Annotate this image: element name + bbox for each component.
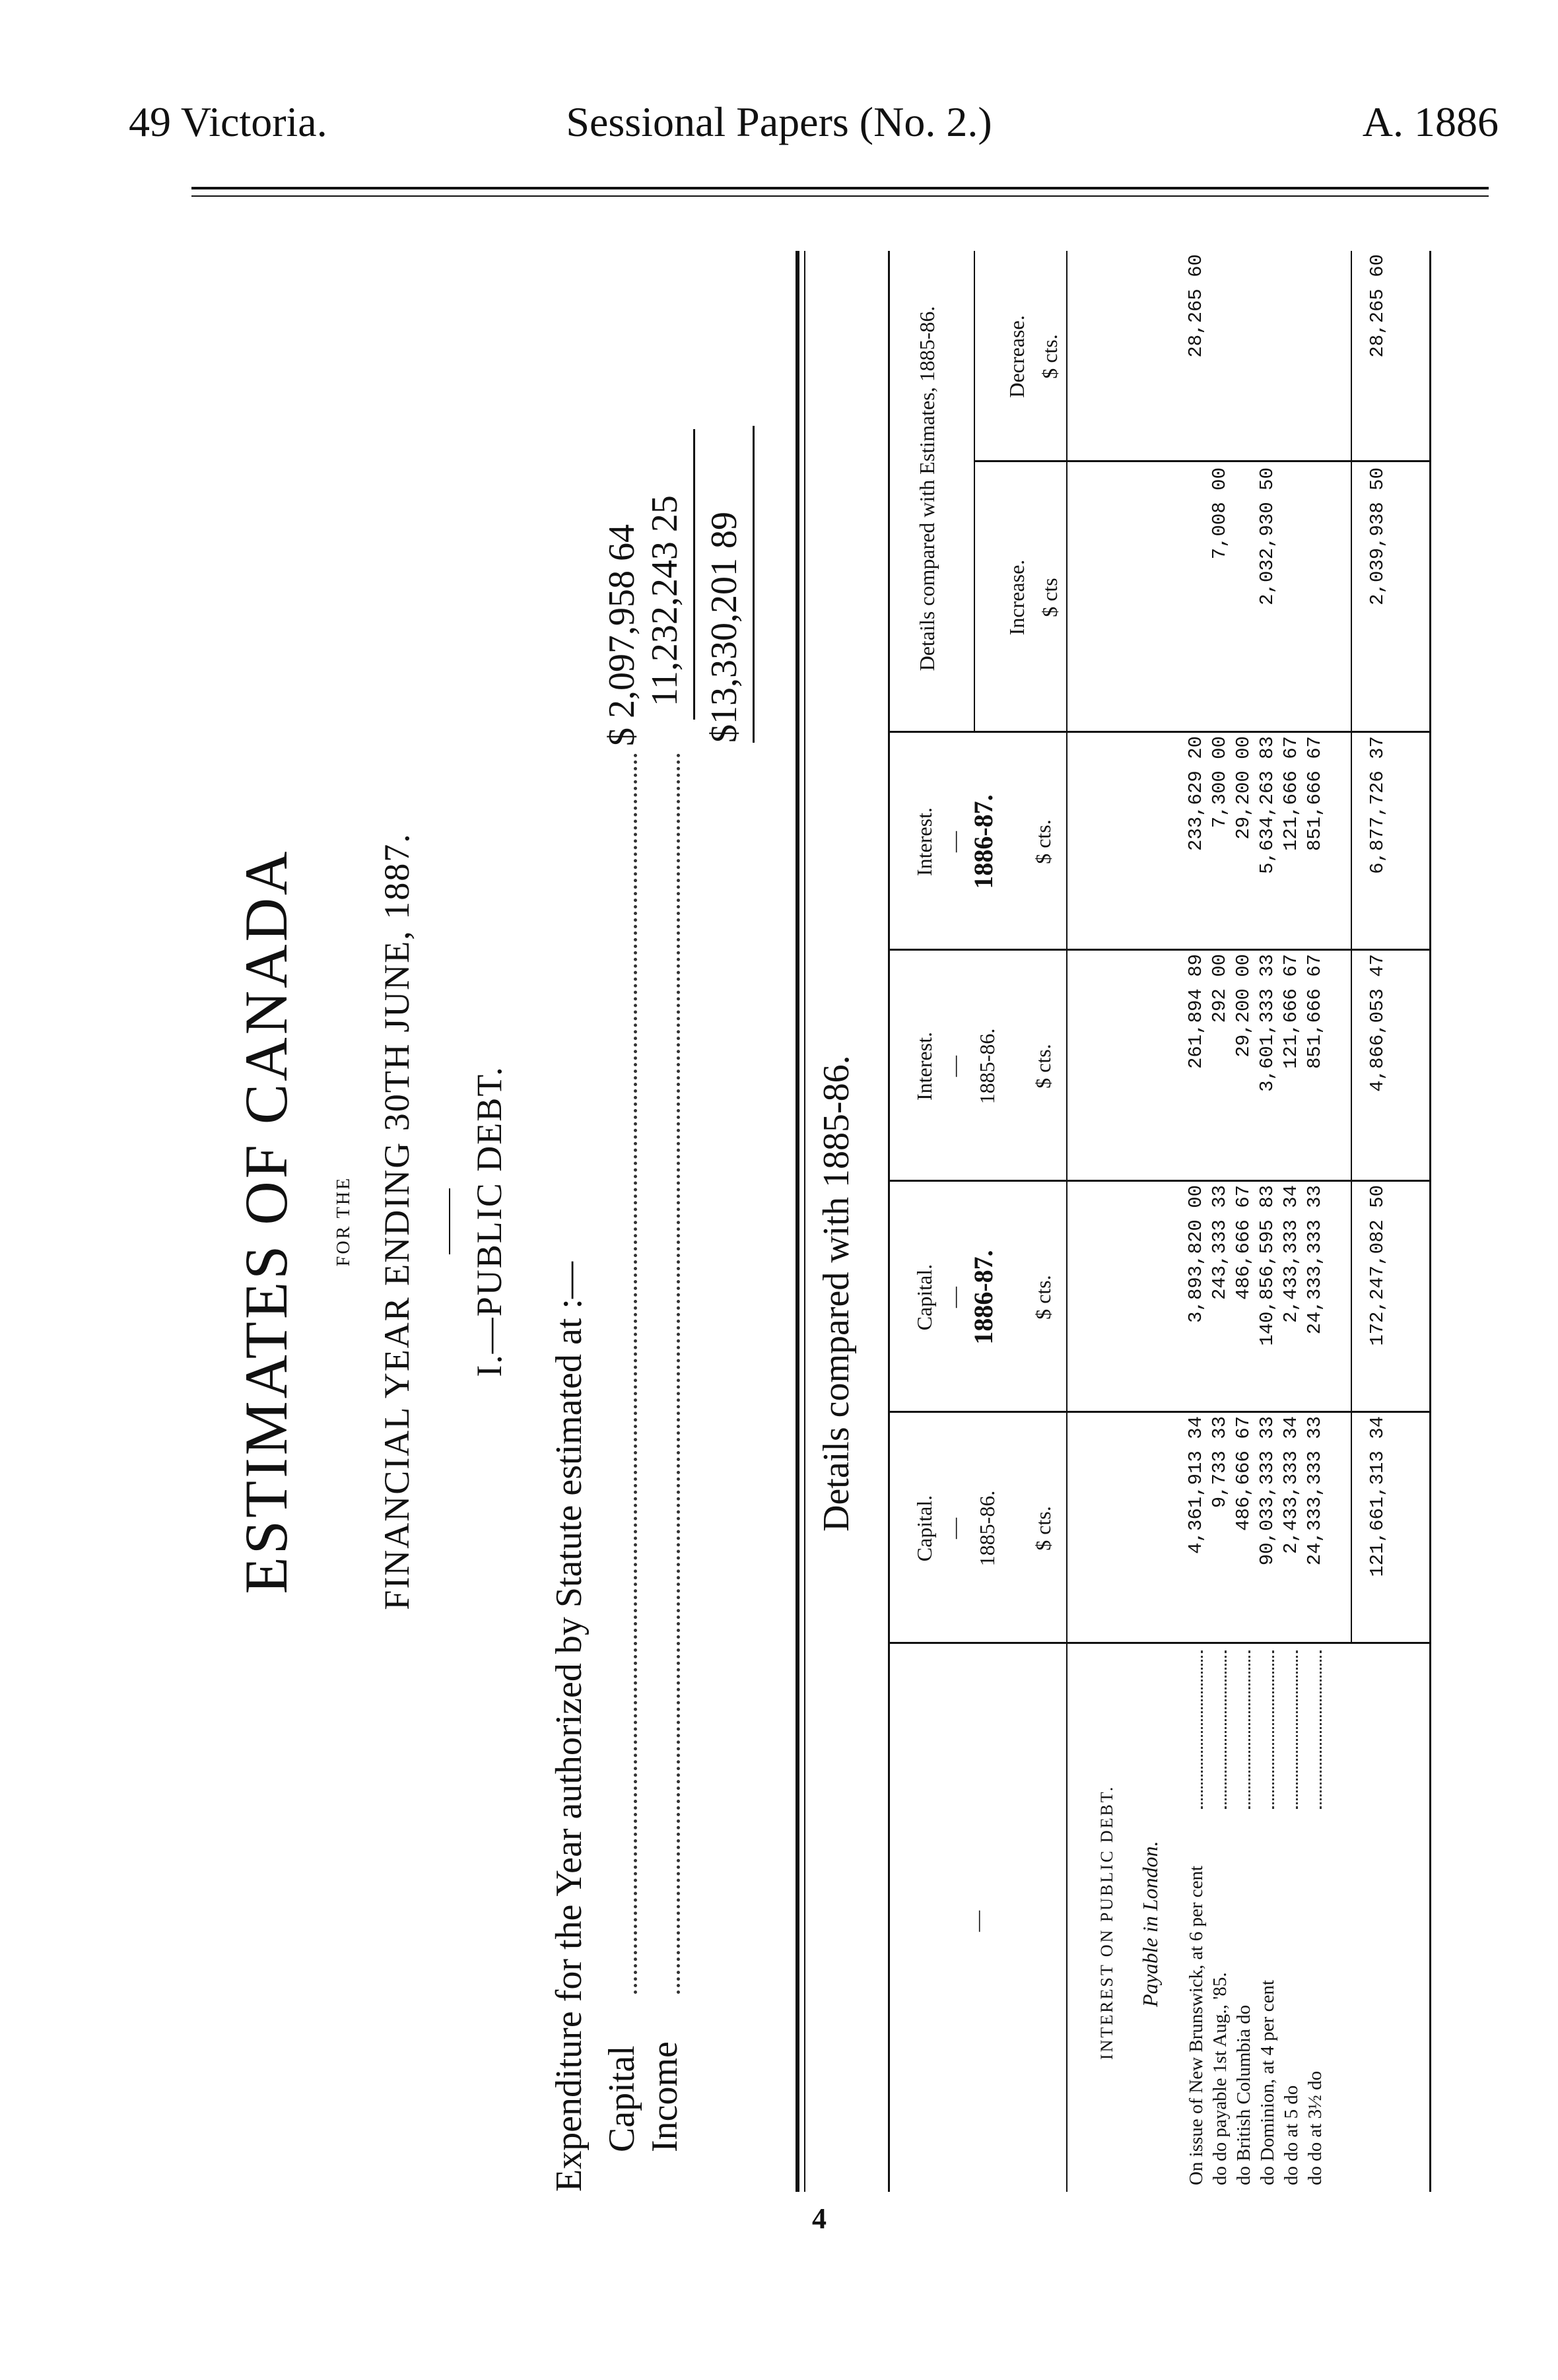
page-number: 4 xyxy=(812,2202,827,2235)
row-label: On issue of New Brunswick, at 6 per cent xyxy=(1186,1865,1207,2185)
row-label: do do at 3½ do xyxy=(1304,2070,1326,2185)
summary-total: $13,330,201 89 xyxy=(704,512,745,743)
header-rule-bottom xyxy=(191,195,1489,197)
summary-rule xyxy=(693,429,695,720)
header-center: Sessional Papers (No. 2.) xyxy=(566,98,992,145)
label-col-dash: — xyxy=(965,1911,989,1932)
hdr-capital-8687-title: Capital. xyxy=(912,1264,936,1331)
cell-int8687: 5,634,263 83 xyxy=(1256,736,1278,874)
total-inc: 2,039,938 50 xyxy=(1367,467,1388,605)
hdr-interest-8687-year-text: 1886-87. xyxy=(968,794,998,889)
col-rule-5 xyxy=(888,731,1429,733)
summary-total-rule xyxy=(753,426,755,743)
income-value: 11,232,243 25 xyxy=(644,495,685,706)
header-rule-top xyxy=(191,187,1489,189)
hdr-interest-8687-units: $ cts. xyxy=(1031,819,1055,864)
col-rule-2 xyxy=(888,1411,1429,1413)
row-label: do British Columbia do xyxy=(1233,2004,1254,2185)
title-divider xyxy=(449,1188,450,1254)
cell-cap8687: 24,333,333 33 xyxy=(1304,1185,1326,1335)
capital-leader xyxy=(634,753,637,1994)
rotated-page-body xyxy=(178,238,1466,2205)
cell-int8687: 7,300 00 xyxy=(1209,736,1231,829)
cell-inc: 2,032,930 50 xyxy=(1256,467,1278,605)
cell-int8586: 261,894 89 xyxy=(1185,954,1207,1070)
cell-cap8586: 24,333,333 33 xyxy=(1304,1416,1326,1566)
total-dec: 28,265 60 xyxy=(1367,254,1388,358)
row-leader xyxy=(1201,1650,1203,1809)
compared-subrule xyxy=(974,251,975,733)
totals-rule xyxy=(1351,251,1352,1644)
row-leader xyxy=(1320,1650,1322,1809)
income-label: Income xyxy=(644,2041,685,2152)
table-bottom-rule xyxy=(1429,251,1431,2192)
hdr-increase-units: $ cts xyxy=(1038,578,1062,617)
col-rule-3 xyxy=(888,1180,1429,1182)
body-rule-heavy xyxy=(796,251,799,2192)
row-leader xyxy=(1296,1650,1298,1809)
for-the-label: FOR THE xyxy=(333,1176,354,1267)
hdr-capital-8586-units: $ cts. xyxy=(1031,1506,1055,1551)
hdr-capital-8586-title: Capital. xyxy=(912,1495,936,1562)
col-rule-4 xyxy=(888,949,1429,951)
row-label: do do at 5 do xyxy=(1281,2085,1302,2185)
header-right: A. 1886 xyxy=(1362,98,1499,145)
hdr-capital-8687-year-text: 1886-87. xyxy=(968,1250,998,1345)
cell-cap8687: 140,856,595 83 xyxy=(1256,1185,1278,1346)
header-left: 49 Victoria. xyxy=(129,98,327,145)
cell-int8586: 292 00 xyxy=(1209,954,1231,1023)
hdr-interest-8586-title: Interest. xyxy=(912,1032,936,1101)
statute-line: Expenditure for the Year authorized by Statute estimated at :— xyxy=(549,1262,590,2192)
cell-int8586: 121,666 67 xyxy=(1280,954,1302,1070)
cell-cap8586: 486,666 67 xyxy=(1233,1416,1254,1532)
hdr-interest-8586-dash: — xyxy=(942,1056,966,1077)
hdr-interest-8586-units: $ cts. xyxy=(1031,1044,1055,1089)
cell-dec: 28,265 60 xyxy=(1185,254,1207,358)
total-cap8586: 121,661,313 34 xyxy=(1367,1416,1388,1577)
cell-cap8586: 4,361,913 34 xyxy=(1185,1416,1207,1554)
cell-int8687: 29,200 00 xyxy=(1233,736,1254,840)
cell-cap8586: 90,033,333 33 xyxy=(1256,1416,1278,1566)
row-label: do do payable 1st Aug., '85. xyxy=(1209,1972,1231,2185)
cell-cap8586: 2,433,333 34 xyxy=(1280,1416,1302,1554)
total-int8586: 4,866,053 47 xyxy=(1367,954,1388,1092)
hdr-compared: Details compared with Estimates, 1885-86. xyxy=(915,306,939,671)
row-label: do Dominion, at 4 per cent xyxy=(1257,1980,1278,2185)
cell-cap8687: 3,893,820 00 xyxy=(1185,1185,1207,1323)
cell-cap8687: 486,666 67 xyxy=(1233,1185,1254,1301)
hdr-capital-8687-dash: — xyxy=(942,1287,966,1308)
hdr-interest-8687-year xyxy=(970,733,998,951)
row-leader xyxy=(1225,1650,1227,1809)
cell-int8586: 851,666 67 xyxy=(1304,954,1326,1070)
row-leader xyxy=(1272,1650,1274,1809)
hdr-interest-8687-title: Interest. xyxy=(912,807,936,876)
income-leader xyxy=(677,753,680,1994)
hdr-capital-8687-units: $ cts. xyxy=(1031,1275,1055,1320)
capital-label: Capital xyxy=(601,2045,642,2152)
row-leader xyxy=(1248,1650,1250,1809)
section-heading: I.—PUBLIC DEBT. xyxy=(469,1066,509,1377)
section-title: INTEREST ON PUBLIC DEBT. xyxy=(1097,1785,1116,2060)
cell-cap8687: 2,433,333 34 xyxy=(1280,1185,1302,1323)
table-top-rule xyxy=(888,251,890,2192)
hdr-capital-8586-year: 1885-86. xyxy=(975,1490,999,1567)
cell-int8586: 29,200 00 xyxy=(1233,954,1254,1058)
body-rule-thin xyxy=(804,251,805,2192)
hdr-decrease: Decrease. xyxy=(1005,315,1029,398)
comparison-heading: Details compared with 1885-86. xyxy=(816,1055,857,1532)
header-bottom-rule xyxy=(1066,251,1067,2192)
hdr-decrease-units: $ cts. xyxy=(1038,334,1062,379)
cell-int8687: 233,629 20 xyxy=(1185,736,1207,852)
cell-inc: 7,008 00 xyxy=(1209,467,1231,560)
cell-int8586: 3,601,333 33 xyxy=(1256,954,1278,1092)
document-subtitle: FINANCIAL YEAR ENDING 30TH JUNE, 1887. xyxy=(377,833,417,1610)
capital-value: $ 2,097,958 64 xyxy=(601,524,642,746)
col-rule-1 xyxy=(888,1642,1429,1644)
cell-int8687: 121,666 67 xyxy=(1280,736,1302,852)
total-int8687: 6,877,726 37 xyxy=(1367,736,1388,874)
cell-int8687: 851,666 67 xyxy=(1304,736,1326,852)
cell-cap8687: 243,333 33 xyxy=(1209,1185,1231,1301)
cell-cap8586: 9,733 33 xyxy=(1209,1416,1231,1509)
hdr-interest-8586-year: 1885-86. xyxy=(975,1028,999,1105)
hdr-increase: Increase. xyxy=(1005,559,1029,636)
document-title: ESTIMATES OF CANADA xyxy=(232,848,300,1594)
total-cap8687: 172,247,082 50 xyxy=(1367,1185,1388,1346)
hdr-interest-8687-dash: — xyxy=(942,831,966,852)
hdr-capital-8687-year xyxy=(970,1182,998,1413)
section-subtitle: Payable in London. xyxy=(1138,1841,1162,2007)
hdr-capital-8586-dash: — xyxy=(942,1518,966,1539)
